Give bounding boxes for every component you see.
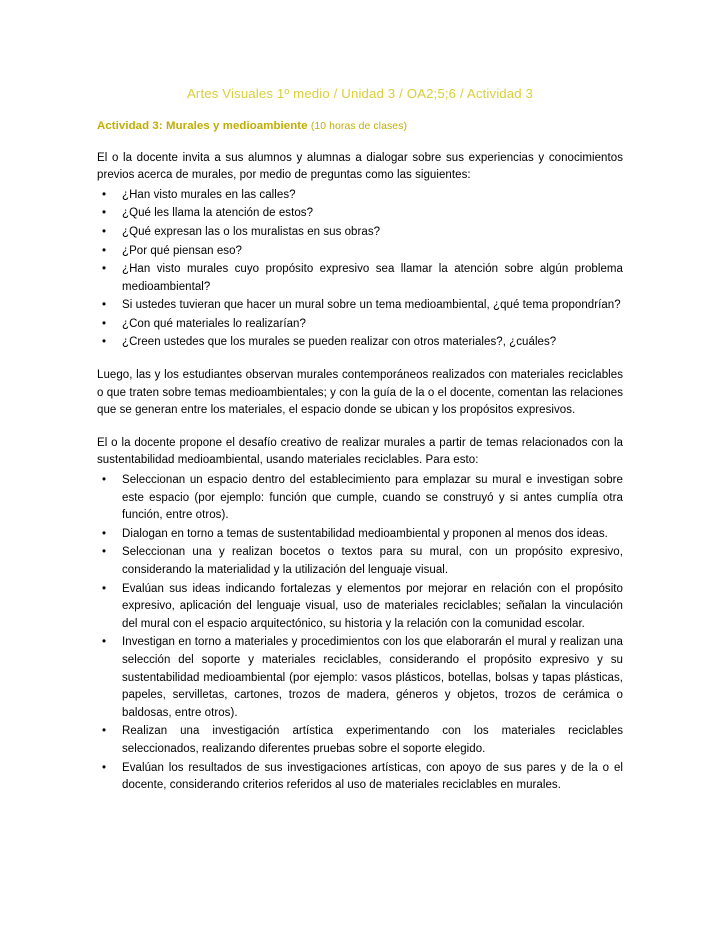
- third-paragraph: El o la docente propone el desafío creativo de realizar murales a partir de temas relacionados con la sustentabilidad medioambiental, usando materiales reciclables. Para esto:: [97, 436, 623, 467]
- list-item: • ¿Qué expresan las o los muralistas en sus obras?: [97, 224, 623, 242]
- questions-list: [97, 185, 623, 352]
- list-item: • Investigan en torno a materiales y procedimientos con los que elaborarán el mural y realizan una selección del soporte y materiales reciclables, considerando el propósito expresivo y su sustentabilidad medioambiental (por ejemplo: vasos plásticos, botellas, bolsas y tapas plásticas, papeles, servilletas, cartones, trozos de madera, géneros y objetos, trozos de cerámica o baldosas, entre otros).: [97, 634, 623, 722]
- list-item: • Evalúan sus ideas indicando fortalezas y elementos por mejorar en relación con el propósito expresivo, aplicación del lenguaje visual, uso de materiales reciclables; señalan la vinculación del mural con el espacio arquitectónico, su historia y la relación con la comunidad escolar.: [97, 581, 623, 634]
- activity-heading-label: Actividad 3: Murales y medioambiente: [97, 120, 308, 133]
- activity-hours: (10 horas de clases): [310, 121, 407, 133]
- second-paragraph: Luego, las y los estudiantes observan murales contemporáneos realizados con materiales reciclables o que traten sobre temas medioambientales; y con la guía de la o el docente, comentan las relaciones que se generan entre los materiales, el espacio donde se ubican y los propósitos expresivos.: [97, 369, 623, 417]
- steps-list: [97, 470, 623, 795]
- list-item: • ¿Por qué piensan eso?: [97, 243, 623, 261]
- list-item: • Seleccionan una y realizan bocetos o textos para su mural, con un propósito expresivo, considerando la materialidad y la utilización del lenguaje visual.: [97, 544, 623, 579]
- list-item: • Evalúan los resultados de sus investigaciones artísticas, con apoyo de sus pares y de la o el docente, considerando criterios referidos al uso de materiales reciclables en murales.: [97, 760, 623, 795]
- list-item: • Si ustedes tuvieran que hacer un mural sobre un tema medioambiental, ¿qué tema propondrían?: [97, 297, 623, 315]
- activity-heading: [97, 102, 623, 134]
- list-item: • Dialogan en torno a temas de sustentabilidad medioambiental y proponen al menos dos ideas.: [97, 526, 623, 544]
- list-item: • ¿Con qué materiales lo realizarían?: [97, 316, 623, 334]
- list-item: • ¿Han visto murales cuyo propósito expresivo sea llamar la atención sobre algún problema medioambiental?: [97, 261, 623, 296]
- document-content: [97, 0, 623, 795]
- page-title: Artes Visuales 1º medio / Unidad 3 / OA2;5;6 / Actividad 3: [186, 86, 534, 101]
- list-item: • ¿Han visto murales en las calles?: [97, 187, 623, 205]
- list-item: • ¿Creen ustedes que los murales se pueden realizar con otros materiales?, ¿cuáles?: [97, 334, 623, 352]
- intro-paragraph: El o la docente invita a sus alumnos y alumnas a dialogar sobre sus experiencias y conocimientos previos acerca de murales, por medio de preguntas como las siguientes:: [97, 151, 623, 182]
- list-item: • Realizan una investigación artística experimentando con los materiales reciclables seleccionados, realizando diferentes pruebas sobre el soporte elegido.: [97, 723, 623, 758]
- list-item: • ¿Qué les llama la atención de estos?: [97, 205, 623, 223]
- list-item: • Seleccionan un espacio dentro del establecimiento para emplazar su mural e investigan sobre este espacio (por ejemplo: función que cumple, cuando se construyó y si antes cumplía otra función, entre otros).: [97, 472, 623, 525]
